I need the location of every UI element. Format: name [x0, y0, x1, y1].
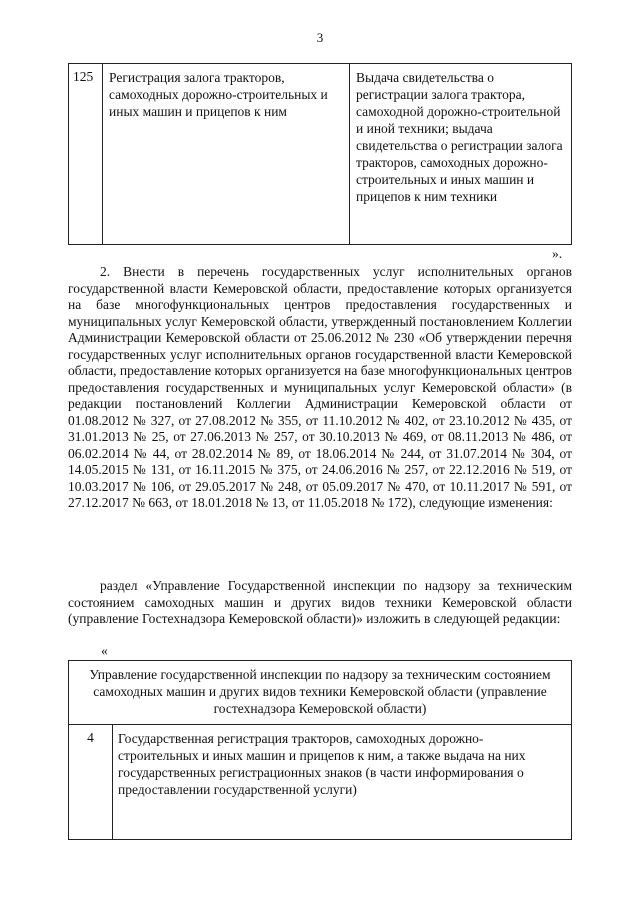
service-name-cell: Регистрация залога тракторов, самоходных дорожно-строительных и иных машин и прицепов к ним	[103, 64, 350, 244]
paragraph-3: раздел «Управление Государственной инспекции по надзору за техническим состоянием самоходных машин и других видов техники Кемеровской области (управление Гостехнадзора Кемеровской области)» изложить в следующей редакции:	[68, 578, 572, 626]
paragraph-2: 2. Внести в перечень государственных услуг исполнительных органов государственной власти Кемеровской области, предоставление которых организуется на базе многофункциональных центров предоставления государственных и муниципальных услуг Кемеровской области, утвержденный постановлением Коллегии Администрации Кемеровской области от 25.06.2012 № 230 «Об утверждении перечня государственных услуг исполнительных органов государственной власти Кемеровской области, предоставление которых организуется на базе многофункциональных центров предоставления государственных и муниципальных услуг Кемеровской области» (в редакции постановлений Коллегии Администрации Кемеровской области от 01.08.2012 № 327, от 27.08.2012 № 355, от 11.10.2012 № 402, от 23.10.2012 № 435, от 31.01.2013 № 25, от 27.06.2013 № 257, от 30.10.2013 № 469, от 08.11.2013 № 486, от 06.02.2014 № 44, от 28.02.2014 № 89, от 18.06.2014 № 244, от 31.07.2014 № 304, от 14.05.2015 № 131, от 16.11.2015 № 375, от 24.06.2016 № 257, от 22.12.2016 № 519, от 10.03.2017 № 106, от 29.05.2017 № 248, от 05.09.2017 № 470, от 10.11.2017 № 591, от 27.12.2017 № 663, от 18.01.2018 № 13, от 11.05.2018 № 172), следующие изменения:	[68, 264, 572, 510]
table-row-number: 125	[69, 64, 103, 244]
closing-quote: ».	[552, 246, 563, 261]
page-number: 3	[316, 30, 324, 45]
table-row-number: 4	[69, 725, 113, 839]
service-description-cell: Государственная регистрация тракторов, самоходных дорожно-строительных и иных машин и прицепов к ним, а также выдача на них государственных регистрационных знаков (в части информирования о предоставлении государственной услуги)	[118, 731, 526, 797]
opening-quote: «	[101, 643, 108, 658]
service-result-cell: Выдача свидетельства о регистрации залога трактора, самоходной дорожно-строительной и иной техники; выдача свидетельства о регистрации залога тракторов, самоходных дорожно-строительных и иных машин и прицепов к ним техники	[356, 70, 563, 204]
table-row	[69, 725, 571, 839]
services-table	[68, 63, 572, 245]
section-header: Управление государственной инспекции по надзору за техническим состоянием самоходных машин и других видов техники Кемеровской области (управление гостехнадзора Кемеровской области)	[69, 661, 571, 725]
section-table	[68, 660, 572, 840]
